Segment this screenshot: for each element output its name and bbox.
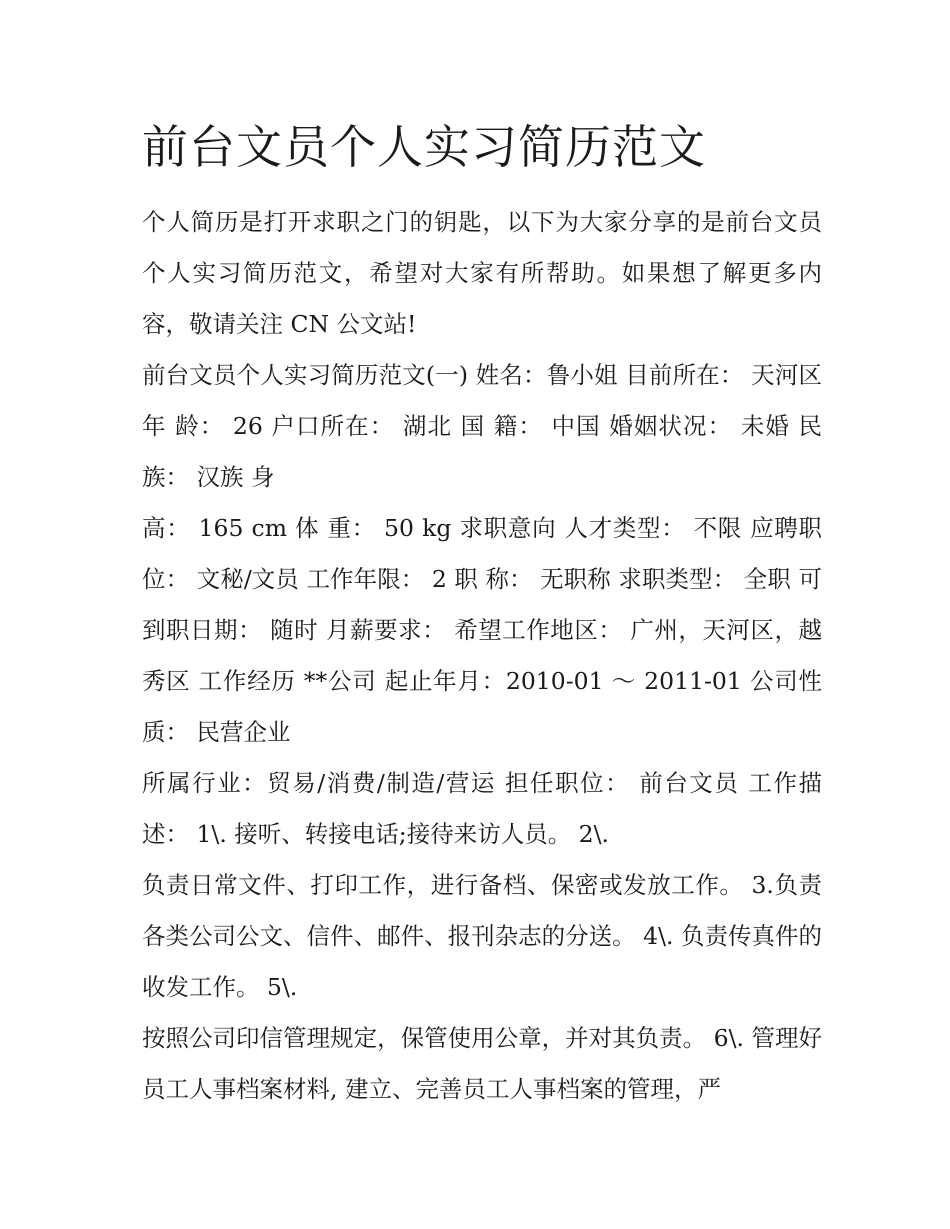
paragraph-duties-a: 负责日常文件、打印工作，进行备档、保密或发放工作。 3.负责各类公司公文、信件、邮件、报刊杂志的分送。 4\. 负责传真件的收发工作。 5\. (142, 871, 822, 1001)
paragraph-intro: 个人简历是打开求职之门的钥匙，以下为大家分享的是前台文员个人实习简历范文，希望对大家有所帮助。如果想了解更多内容，敬请关注 CN 公文站! (142, 208, 822, 338)
paragraph-personal-info: 前台文员个人实习简历范文(一) 姓名：鲁小姐 目前所在： 天河区 年 龄： 26 户口所在： 湖北 国 籍： 中国 婚姻状况： 未婚 民 族： 汉族 身 (142, 361, 822, 491)
paragraph-duties-b: 按照公司印信管理规定，保管使用公章，并对其负责。 6\. 管理好员工人事档案材料, 建立、完善员工人事档案的管理，严 (142, 1024, 822, 1103)
paragraph-job-intent: 高： 165 cm 体 重： 50 kg 求职意向 人才类型： 不限 应聘职位： 文秘/文员 工作年限： 2 职 称： 无职称 求职类型： 全职 可到职日期： 随时 月薪要求： 希望工作地区： 广州，天河区，越秀区 工作经历 **公司 起止年月：2010-01 ～ 2011-01 公司性质： 民营企业 (142, 514, 822, 746)
document-body (142, 197, 822, 1115)
document-title: 前台文员个人实习简历范文 (142, 120, 706, 174)
paragraph-job-description: 所属行业：贸易/消费/制造/营运 担任职位： 前台文员 工作描述： 1\. 接听、转接电话;接待来访人员。 2\. (142, 769, 822, 848)
